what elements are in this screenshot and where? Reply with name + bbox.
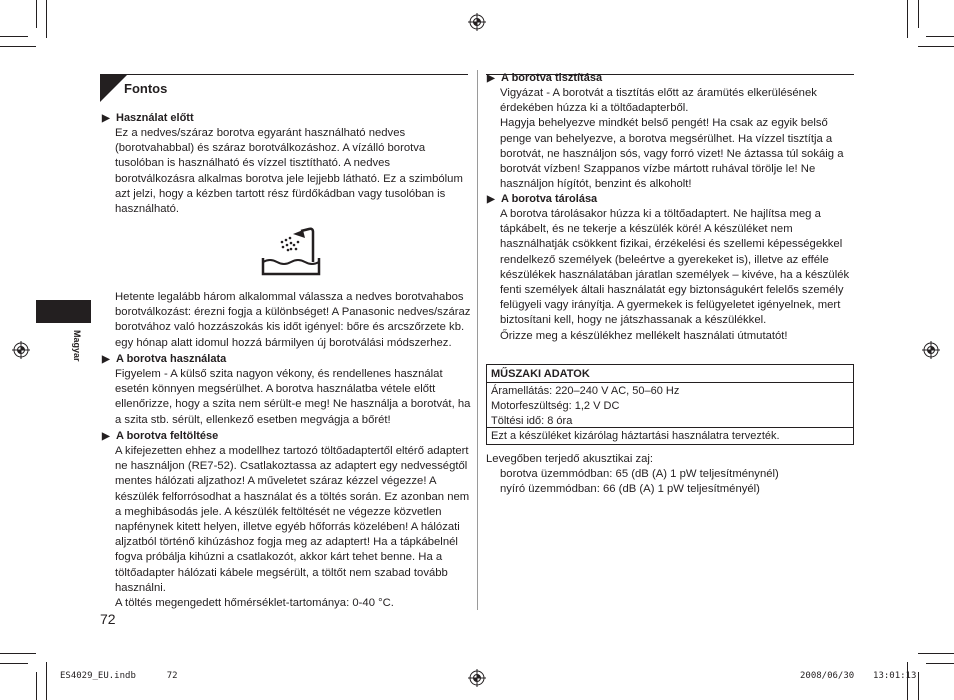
page-title: Fontos — [124, 81, 168, 96]
text-line: fenti személyek általi használatát egy biztonságukért felelős személy — [500, 284, 844, 297]
text-line: készülékek használatában járatlan személyek – kivéve, ha a készülék — [500, 268, 850, 281]
text-line: érdekében húzza ki a töltőadapterből. — [500, 102, 689, 115]
section-title-charging — [102, 429, 474, 444]
text-line: A borotva tárolásakor húzza ki a töltőadaptert. Ne hajlítsa meg a — [500, 208, 821, 220]
specs-title: MŰSZAKI ADATOK — [491, 368, 590, 380]
right-triangle-icon: ▶ — [102, 431, 110, 442]
crop-mark — [918, 46, 954, 47]
text-line: A töltés megengedett hőmérséklet-tartománya: 0-40 °C. — [115, 597, 394, 610]
text-line: a meghibásodás jele. A készülék feltöltését ne végezze közvetlen — [115, 505, 442, 518]
cleaning-body — [487, 86, 853, 192]
text-line: esetén könnyen megsérülhet. A borotva használatba vétele előtt — [115, 383, 436, 396]
crop-mark — [0, 663, 28, 664]
text-line: egy hónap alatt idomul hozzá bármilyen új borotválási módszerhez. — [115, 336, 452, 349]
footer-time: 13:01:13 — [873, 671, 917, 681]
noise-body — [486, 467, 852, 497]
right-triangle-icon: ▶ — [487, 194, 495, 205]
text-line: Ez a nedves/száraz borotva egyaránt használható nedves — [115, 127, 406, 139]
footer-date: 2008/06/30 — [800, 671, 855, 681]
crop-mark — [907, 662, 908, 700]
charging-section — [102, 429, 474, 611]
text-line: aljzatból történő kihúzáshoz fogja meg az adaptert! Ha a tápkábelnél — [115, 536, 458, 549]
section-title-text: A borotva tisztítása — [501, 72, 603, 84]
crop-mark — [36, 672, 37, 700]
before-use-continued — [115, 290, 475, 351]
section-title-text: A borotva használata — [116, 353, 227, 365]
text-line: fogva próbálja kihúzni a csatlakozót, akkor kárt tehet benne. Ha a — [115, 551, 443, 564]
crop-mark — [0, 46, 36, 47]
noise-section — [486, 452, 852, 498]
text-line: borotválkozásra alkalmas borotva jele lejjebb látható. Ez a szimbólum — [115, 172, 463, 185]
crop-mark — [918, 653, 954, 654]
text-line: borotvát vízben! Szappanos vízbe mártott ruhával törölje le! Ne — [500, 163, 816, 176]
right-triangle-icon: ▶ — [487, 73, 495, 84]
text-line: (borotvahabbal) és száraz borotválkozáshoz. A vízálló borotva — [115, 142, 426, 155]
text-line: ne használjon (RE7-52). Csatlakoztassa az adaptert egy nedvességtől — [115, 460, 468, 473]
right-triangle-icon: ▶ — [102, 354, 110, 365]
noise-intro: Levegőben terjedő akusztikai zaj: — [486, 453, 654, 465]
crop-mark — [0, 36, 28, 37]
right-triangle-icon: ▶ — [102, 113, 110, 124]
specs-row: Áramellátás: 220–240 V AC, 50–60 Hz — [491, 385, 680, 397]
crop-mark — [918, 672, 919, 700]
section-title-text: A borotva feltöltése — [116, 430, 219, 442]
crop-mark — [46, 662, 47, 700]
text-line: felügyeli vagy irányítja. A gyermekek is felügyeletet igényelnek, mert — [500, 299, 841, 312]
crop-mark — [907, 0, 908, 38]
shower-bath-icon — [260, 226, 322, 278]
text-line: Vigyázat - A borotvát a tisztítás előtt az áramütés elkerülésének — [500, 87, 817, 99]
text-line: a szita stb. sérült, ellenkező esetben megvágja a bőrét! — [115, 413, 391, 426]
text-line: mentes hálózati aljzathoz! A műveletet száraz kézzel végezze! A — [115, 475, 437, 488]
use-section — [102, 352, 474, 428]
footer-file — [60, 671, 178, 681]
text-line: borotvához való hozzászokás kis időt igényel: bőre és arcszőrzete kb. — [115, 321, 465, 334]
section-title-text: A borotva tárolása — [501, 193, 598, 205]
text-line: rendelkező személyek (beleértve a gyerekeket is), illetve az efféle — [500, 253, 829, 266]
crop-mark — [926, 663, 954, 664]
crop-mark — [46, 0, 47, 38]
text-line: borotva üzemmódban: 65 (dB (A) 1 pW teljesítménynél) — [500, 468, 779, 481]
text-line: használni. — [115, 581, 166, 594]
text-line: tusolóban is használható és vízzel tisztítható. A nedves — [115, 157, 391, 170]
specs-row: Ezt a készüléket kizárólag háztartási használatra tervezték. — [491, 430, 780, 442]
registration-mark-icon — [468, 669, 486, 687]
charging-body — [102, 444, 474, 611]
text-line: ellenőrizze, hogy a szita nem sérült-e meg! Ne használja a borotvát, ha — [115, 398, 471, 411]
text-line: készülék felforrósodhat a használat és a töltés során. Ez azonban nem — [115, 490, 470, 503]
crop-mark — [0, 653, 36, 654]
text-line: töltőadapter hálózati kábele megsérült, a töltőt nem szabad tovább — [115, 566, 448, 579]
left-column — [102, 111, 472, 217]
cleaning-section — [487, 71, 853, 192]
section-title-cleaning — [487, 71, 853, 86]
text-line: penge van behelyezve, a borotva megsérülhet. Ha vízzel tisztítja a — [500, 132, 833, 145]
text-line: használhatják csökkent fizikai, érzékelési és szellemi képességekkel — [500, 238, 843, 251]
before-use-body — [102, 126, 472, 217]
crop-mark — [918, 0, 919, 28]
section-title-text: Használat előtt — [116, 112, 194, 124]
column-divider — [477, 70, 478, 610]
text-line: tápkábelt, és ne tekerje a készülék köré! A készüléket nem — [500, 223, 793, 236]
section-header — [100, 74, 468, 102]
footer-page: 72 — [166, 671, 178, 681]
language-tab — [36, 300, 91, 323]
footer-timestamp — [800, 671, 916, 681]
page-number: 72 — [100, 611, 116, 627]
specs-row: Motorfeszültség: 1,2 V DC — [491, 400, 620, 412]
text-line: használjon hígítót, benzint és alkoholt! — [500, 178, 692, 191]
storage-section — [487, 192, 853, 344]
storage-body — [487, 207, 853, 344]
use-body — [102, 367, 474, 428]
registration-mark-icon — [922, 341, 940, 359]
table-separator — [487, 427, 853, 428]
specs-row: Töltési idő: 8 óra — [491, 415, 573, 427]
footer-filename: ES4029_EU.indb — [60, 671, 136, 681]
section-title-storage — [487, 192, 853, 207]
crop-mark — [926, 36, 954, 37]
text-line: biztosítani kell, hogy ne játszhassanak a készülékkel. — [500, 314, 767, 327]
text-line: napfénynek kitett helyen, illetve egyéb hőforrás közelében! A hálózati — [115, 521, 460, 534]
text-line: nyíró üzemmódban: 66 (dB (A) 1 pW teljesítményél) — [500, 483, 760, 496]
header-rule — [100, 74, 468, 75]
text-line: használható. — [115, 203, 180, 216]
text-line: azt jelzi, hogy a kézben tartott rész fürdőkádban vagy tusolóban is — [115, 187, 446, 200]
text-line: Őrizze meg a készülékhez mellékelt használati útmutatót! — [500, 329, 788, 342]
registration-mark-icon — [12, 341, 30, 359]
table-separator — [487, 382, 853, 383]
section-title-before-use — [102, 111, 472, 126]
text-line: Figyelem - A külső szita nagyon vékony, és rendellenes használat — [115, 368, 443, 380]
text-line: Hagyja behelyezve mindkét belső pengét! Ha csak az egyik belső — [500, 117, 828, 130]
specs-table — [486, 364, 854, 445]
crop-mark — [36, 0, 37, 28]
text-line: borotválkozást: érezni fogja a különbséget! A Panasonic nedves/száraz — [115, 306, 471, 319]
text-line: Hetente legalább három alkalommal válassza a nedves borotvahabos — [115, 291, 464, 303]
registration-mark-icon — [468, 13, 486, 31]
language-label: Magyar — [72, 330, 82, 362]
section-title-use — [102, 352, 474, 367]
text-line: borotvát, ne használjon sós, vagy forró vizet! Ne áztassa túl sokáig a — [500, 147, 844, 160]
text-line: A kifejezetten ehhez a modellhez tartozó töltőadaptertől eltérő adaptert — [115, 445, 469, 457]
